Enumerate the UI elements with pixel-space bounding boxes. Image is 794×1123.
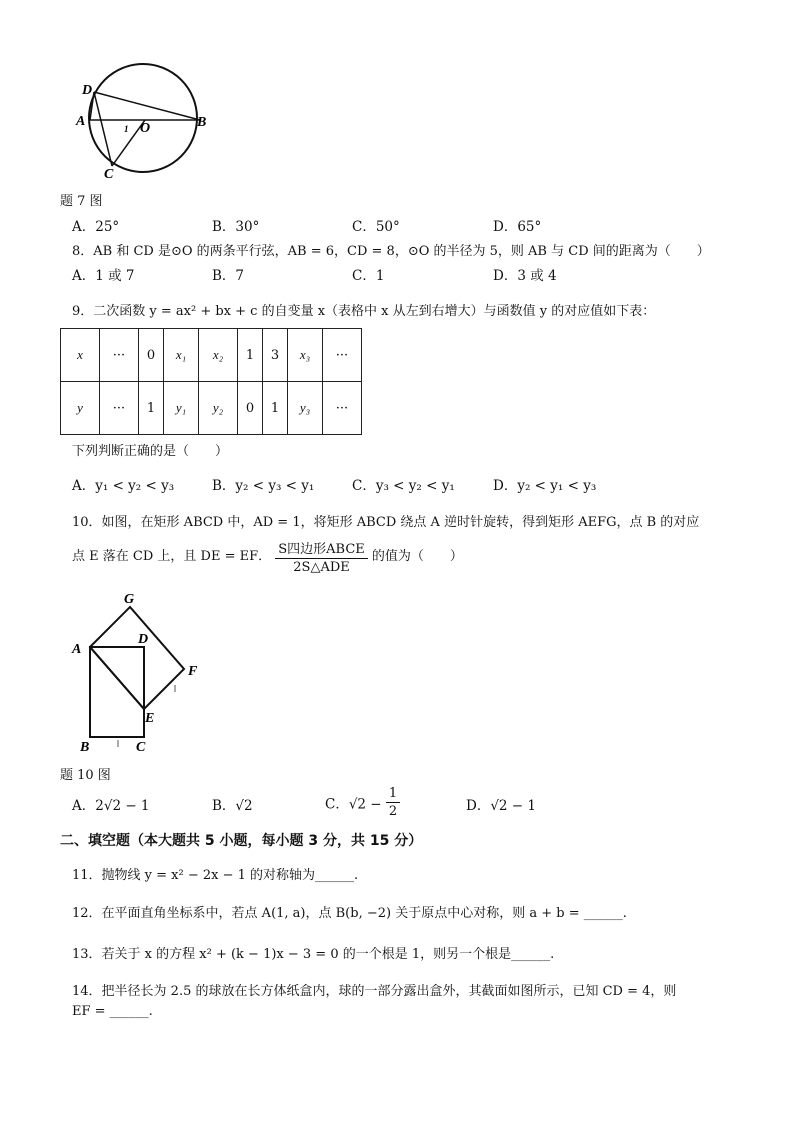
q10-option-c-text: C．√2 − (325, 796, 382, 813)
fraction-numerator: 1 (386, 786, 400, 803)
table-cell: x₁ (164, 329, 199, 382)
fraction-denominator: 2 (388, 804, 398, 819)
q9-option-b: B．y₂ < y₃ < y₁ (212, 478, 315, 494)
table-cell: 3 (263, 329, 288, 382)
table-cell: 1 (139, 382, 164, 435)
figure-7-circle (70, 60, 220, 180)
q7-option-d: D．65° (493, 219, 542, 235)
rectangle-abcd (90, 647, 144, 737)
table-cell: ··· (323, 382, 362, 435)
table-cell: ··· (100, 329, 139, 382)
q9-option-c: C．y₃ < y₂ < y₁ (352, 478, 455, 494)
q10-line2-pre: 点 E 落在 CD 上，且 DE = EF． (72, 549, 272, 564)
label-a: A (72, 642, 82, 657)
q8-option-a: A．1 或 7 (72, 268, 135, 284)
label-b: B (80, 740, 90, 755)
q9-option-d: D．y₂ < y₁ < y₃ (493, 478, 597, 494)
figure-10-caption: 题 10 图 (60, 768, 111, 783)
table-cell: x₂ (199, 329, 238, 382)
table-row-x (61, 329, 362, 382)
q11-stem: 11．抛物线 y = x² − 2x − 1 的对称轴为______. (72, 868, 359, 883)
q7-option-b: B．30° (212, 219, 260, 235)
label-d: D (82, 83, 93, 98)
table-cell: 1 (238, 329, 263, 382)
q9-after-text: 下列判断正确的是（ ） (72, 444, 229, 459)
circle-o (89, 64, 197, 172)
label-b: B (197, 115, 207, 130)
segment-ae (90, 647, 144, 709)
table-cell: 1 (263, 382, 288, 435)
q8-option-b: B．7 (212, 268, 245, 284)
label-c: C (136, 740, 146, 755)
q9-value-table (60, 328, 362, 435)
q10-option-d: D．√2 − 1 (466, 798, 536, 814)
table-cell: ··· (100, 382, 139, 435)
label-g: G (124, 592, 135, 607)
table-cell: ··· (323, 329, 362, 382)
figure-10-rectangles (68, 585, 208, 755)
q13-stem: 13．若关于 x 的方程 x² + (k − 1)x − 3 = 0 的一个根是 1，则另一个根是______. (72, 947, 555, 962)
label-d: D (138, 632, 149, 647)
rectangle-aefg (90, 607, 184, 709)
q8-option-d: D．3 或 4 (493, 268, 557, 284)
label-angle-1: 1 (124, 124, 129, 134)
q10-ratio-fraction (275, 538, 368, 575)
label-a: A (76, 114, 86, 129)
q10-option-b: B．√2 (212, 798, 253, 814)
q10-line2-post: 的值为（ ） (371, 549, 463, 564)
table-cell: y₃ (288, 382, 323, 435)
fraction-denominator: 2S△ADE (293, 560, 350, 575)
q10-line2 (72, 538, 463, 575)
q10-option-c-fraction (386, 786, 400, 819)
q8-option-c: C．1 (352, 268, 385, 284)
table-row-y (61, 382, 362, 435)
table-cell: y (61, 382, 100, 435)
q12-stem: 12．在平面直角坐标系中，若点 A(1, a)，点 B(b, −2) 关于原点中心对称，则 a + b = ______. (72, 906, 627, 921)
fraction-numerator: S四边形ABCE (275, 538, 368, 559)
table-cell: y₁ (164, 382, 199, 435)
q10-option-c (325, 786, 400, 819)
segment-db (94, 92, 200, 120)
label-e: E (145, 711, 155, 726)
q9-stem: 9．二次函数 y = ax² + bx + c 的自变量 x（表格中 x 从左到右增大）与函数值 y 的对应值如下表： (72, 304, 656, 319)
label-c: C (104, 167, 114, 180)
label-o: O (140, 121, 151, 136)
table-cell: x (61, 329, 100, 382)
table-cell: x₃ (288, 329, 323, 382)
q10-option-a: A．2√2 − 1 (72, 798, 150, 814)
q9-option-a: A．y₁ < y₂ < y₃ (72, 478, 175, 494)
q7-option-c: C．50° (352, 219, 400, 235)
q14-line2: EF = ______. (72, 1004, 153, 1019)
label-f: F (188, 664, 198, 679)
table-cell: 0 (139, 329, 164, 382)
table-cell: y₂ (199, 382, 238, 435)
q14-line1: 14．把半径长为 2.5 的球放在长方体纸盒内，球的一部分露出盒外，其截面如图所示，已知 CD = 4，则 (72, 984, 677, 999)
figure-7-caption: 题 7 图 (60, 194, 103, 209)
q8-stem: 8．AB 和 CD 是⊙O 的两条平行弦，AB = 6，CD = 8，⊙O 的半径为 5，则 AB 与 CD 间的距离为（ ） (72, 244, 710, 259)
q10-line1: 10．如图，在矩形 ABCD 中，AD = 1，将矩形 ABCD 绕点 A 逆时针旋转，得到矩形 AEFG，点 B 的对应 (72, 515, 700, 530)
section-2-heading: 二、填空题（本大题共 5 小题，每小题 3 分，共 15 分） (60, 833, 423, 849)
table-cell: 0 (238, 382, 263, 435)
q7-option-a: A．25° (72, 219, 120, 235)
